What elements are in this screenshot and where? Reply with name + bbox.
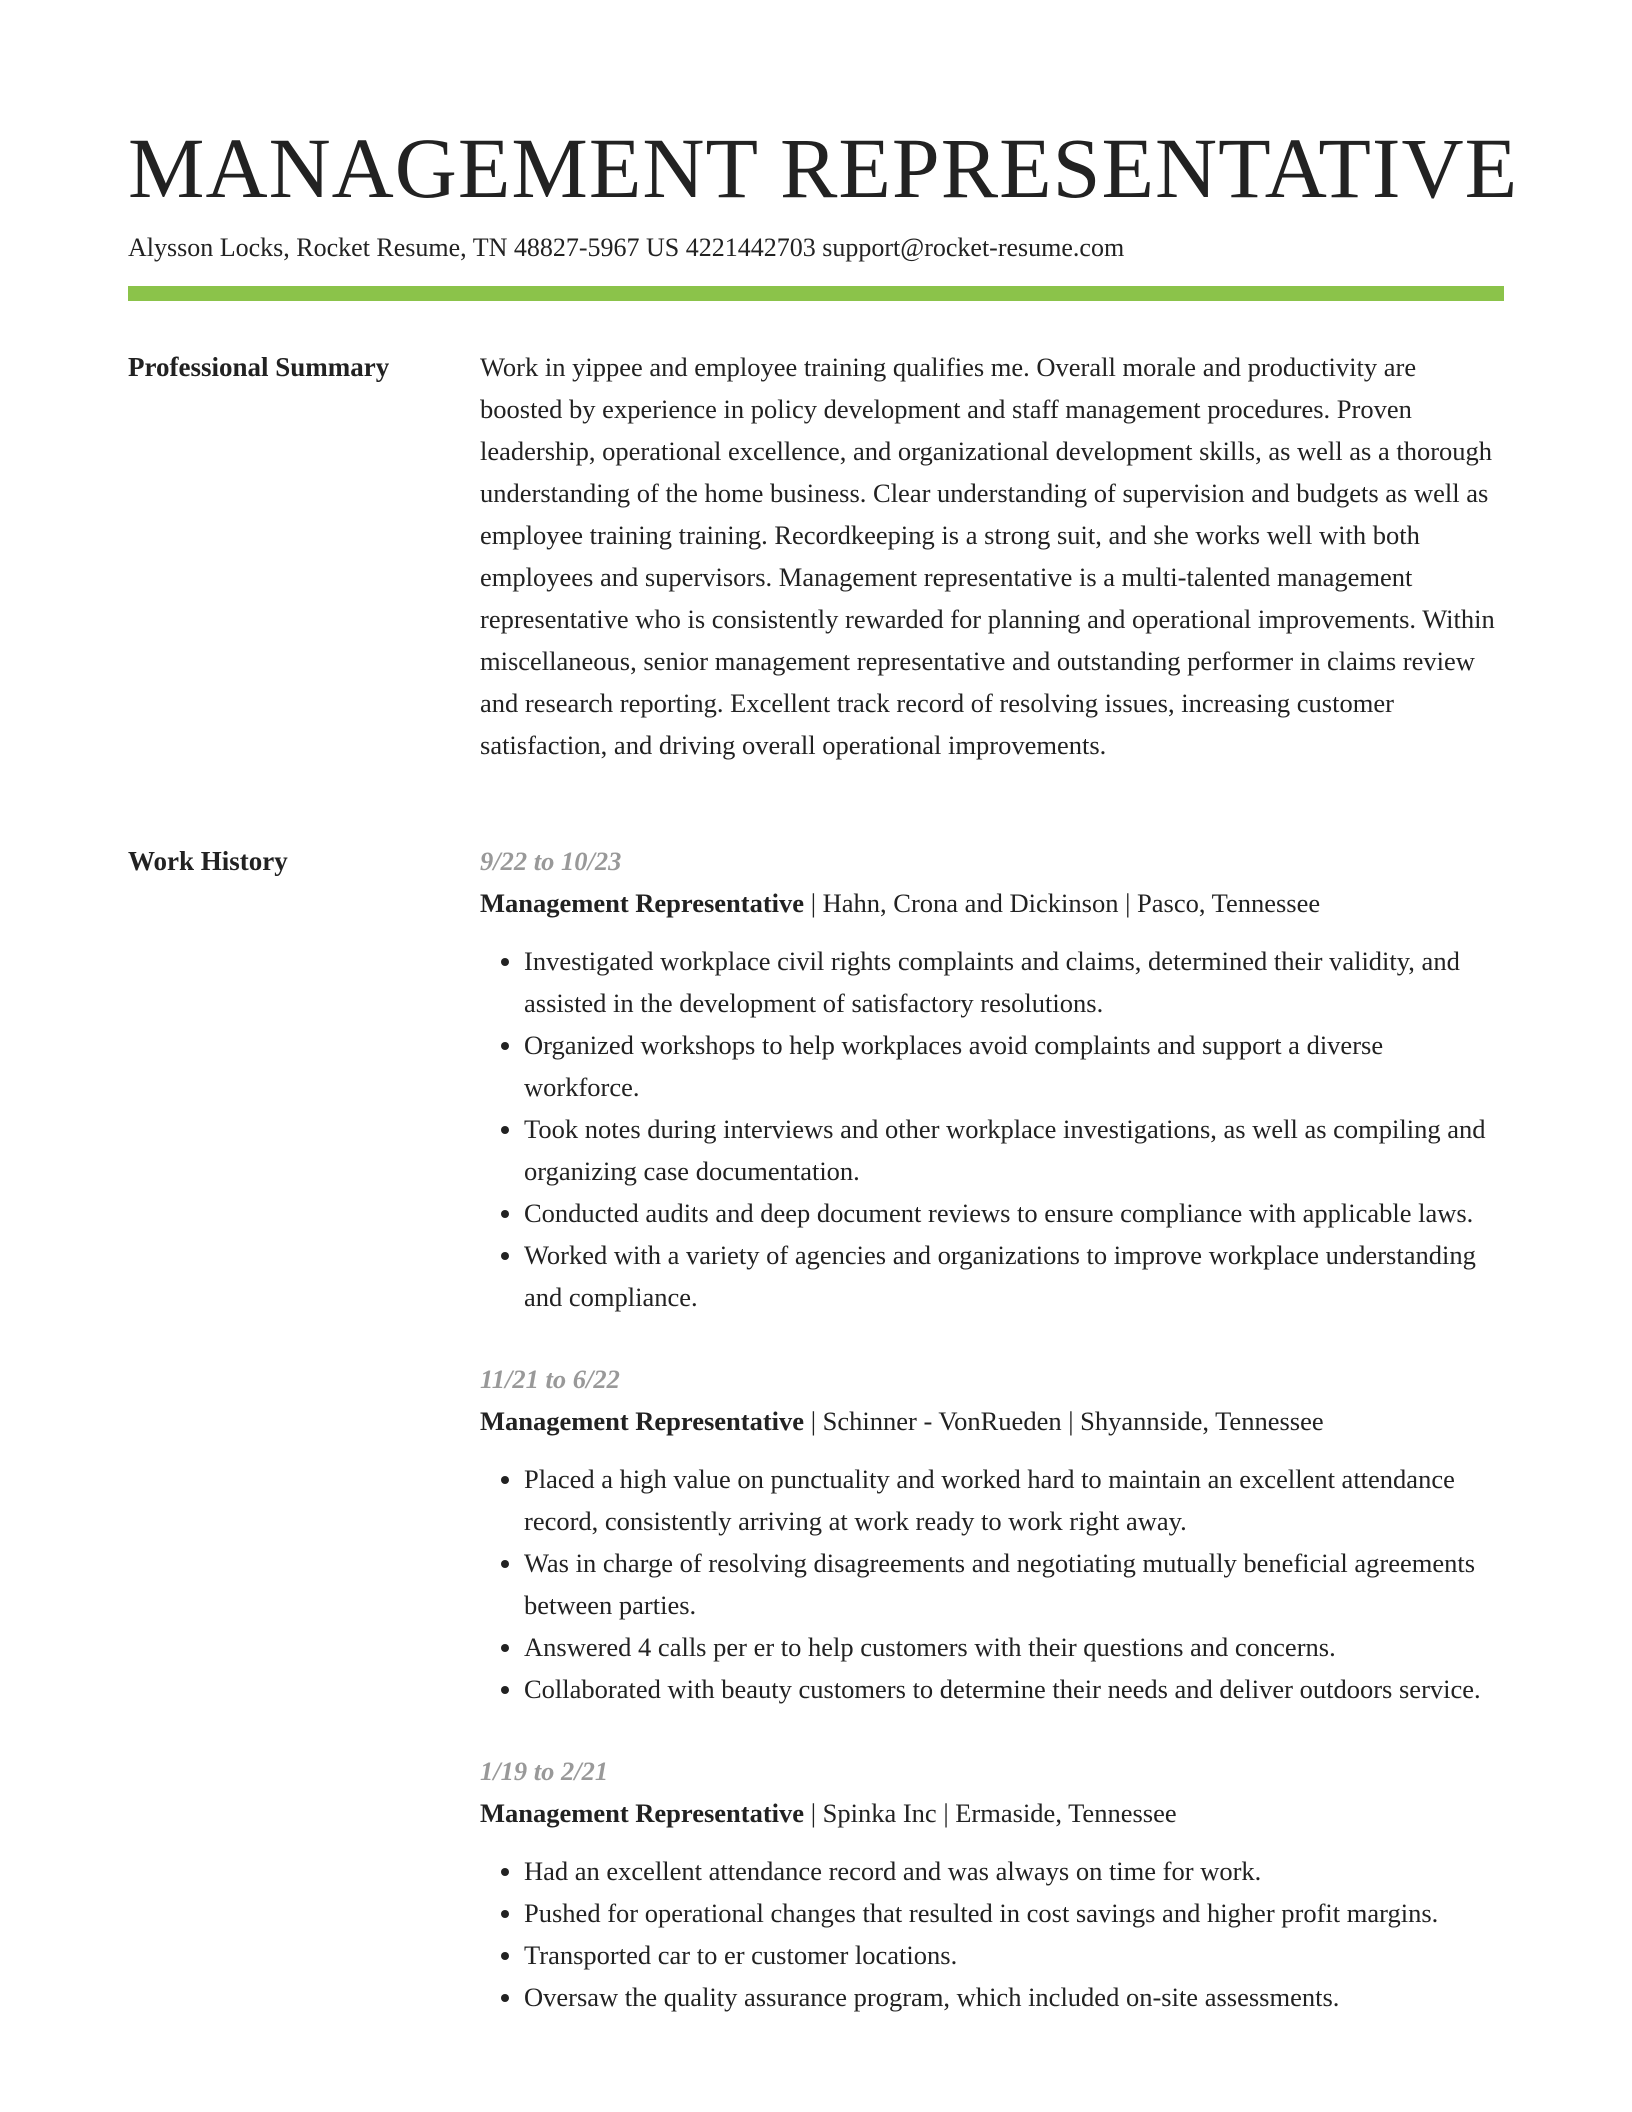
job-bullet: • Oversaw the quality assurance program, which included on-site assessments. xyxy=(524,1976,1504,2018)
job-details: | Spinka Inc | Ermaside, Tennessee xyxy=(804,1798,1177,1828)
contact-line: Alysson Locks, Rocket Resume, TN 48827-5967 US 4221442703 support@rocket-resume.com xyxy=(128,233,1125,262)
job-date: 11/21 to 6/22 xyxy=(480,1364,620,1394)
job-entry xyxy=(480,1358,1504,1710)
job-bullet: • Pushed for operational changes that resulted in cost savings and higher profit margins. xyxy=(524,1892,1504,1934)
section-label-professional-summary: Professional Summary xyxy=(128,352,390,382)
job-details: | Schinner - VonRueden | Shyannside, Tennessee xyxy=(804,1406,1324,1436)
section-label-work-history: Work History xyxy=(128,846,288,876)
job-bullet-list xyxy=(480,1458,1504,1710)
work-history-body xyxy=(480,840,1504,2058)
job-bullet: • Transported car to er customer locations. xyxy=(524,1934,1504,1976)
job-bullet: • Was in charge of resolving disagreements and negotiating mutually beneficial agreements between parties. xyxy=(524,1542,1504,1626)
job-bullet: • Placed a high value on punctuality and worked hard to maintain an excellent attendance record, consistently arriving at work ready to work right away. xyxy=(524,1458,1504,1542)
job-bullet: • Conducted audits and deep document reviews to ensure compliance with applicable laws. xyxy=(524,1192,1504,1234)
job-entry xyxy=(480,1750,1504,2018)
job-bullet: • Worked with a variety of agencies and organizations to improve workplace understanding and compliance. xyxy=(524,1234,1504,1318)
job-bullet-list xyxy=(480,940,1504,1318)
job-title: Management Representative xyxy=(480,888,805,918)
summary-text: Work in yippee and employee training qualifies me. Overall morale and productivity are boosted by experience in policy development and staff management procedures. Proven leadership, operational excellence, and organizational development skills, as well as a thorough understanding of the home business. Clear understanding of supervision and budgets as well as employee training training. Recordkeeping is a strong suit, and she works well with both employees and supervisors. Management representative is a multi-talented management representative who is consistently rewarded for planning and operational improvements. Within miscellaneous, senior management representative and outstanding performer in claims review and research reporting. Excellent track record of resolving issues, increasing customer satisfaction, and driving overall operational improvements. xyxy=(480,352,1495,760)
job-bullet: • Investigated workplace civil rights complaints and claims, determined their validity, and assisted in the development of satisfactory resolutions. xyxy=(524,940,1504,1024)
job-title: Management Representative xyxy=(480,1798,805,1828)
job-bullet: • Organized workshops to help workplaces avoid complaints and support a diverse workforce. xyxy=(524,1024,1504,1108)
job-date: 9/22 to 10/23 xyxy=(480,846,622,876)
job-entry xyxy=(480,840,1504,1318)
job-bullet-list xyxy=(480,1850,1504,2018)
job-title: Management Representative xyxy=(480,1406,805,1436)
job-heading xyxy=(480,1400,1504,1442)
job-bullet: • Answered 4 calls per er to help customers with their questions and concerns. xyxy=(524,1626,1504,1668)
professional-summary-body xyxy=(480,346,1504,766)
job-heading xyxy=(480,1792,1504,1834)
job-details: | Hahn, Crona and Dickinson | Pasco, Tennessee xyxy=(804,888,1321,918)
job-heading xyxy=(480,882,1504,924)
job-bullet: • Had an excellent attendance record and was always on time for work. xyxy=(524,1850,1504,1892)
header-divider xyxy=(128,286,1504,301)
job-bullet: • Took notes during interviews and other workplace investigations, as well as compiling and organizing case documentation. xyxy=(524,1108,1504,1192)
job-date: 1/19 to 2/21 xyxy=(480,1756,609,1786)
resume-title: MANAGEMENT REPRESENTATIVE xyxy=(128,120,1519,216)
job-bullet: • Collaborated with beauty customers to determine their needs and deliver outdoors service. xyxy=(524,1668,1504,1710)
